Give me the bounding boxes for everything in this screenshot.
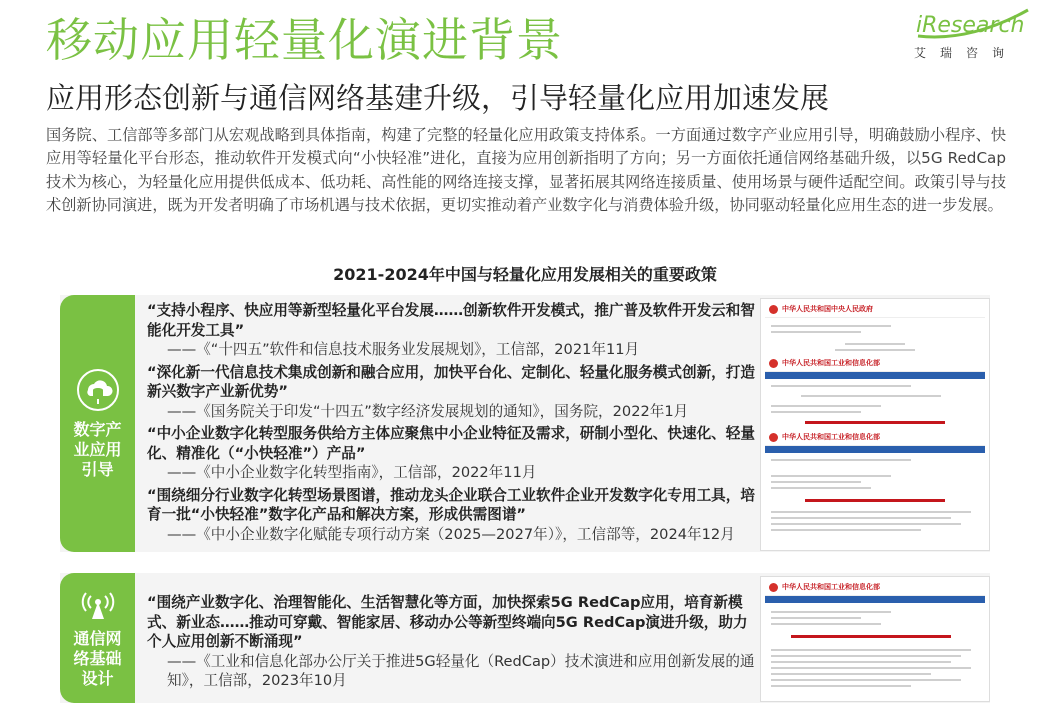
doc-header [765,581,985,596]
policy-quote: “围绕产业数字化、治理智能化、生活智慧化等方面，加快探索5G RedCap应用，培育新模式、新业态……推动可穿戴、智能家居、移动办公等新型终端向5G RedCap演进升级，助力个人应用创新不断涌现” [147,594,748,650]
doc-header-text: 中华人民共和国工业和信息化部 [782,583,880,591]
page-subtitle: 应用形态创新与通信网络基建升级，引导轻量化应用加速发展 [46,81,830,115]
section-title: 2021-2024年中国与轻量化应用发展相关的重要政策 [333,265,717,284]
emblem-icon [769,305,778,314]
emblem-icon [769,433,778,442]
logo-subtitle: 艾瑞咨询 [914,46,1019,60]
policy-source: ——《中小企业数字化赋能专项行动方案（2025—2027年）》，工信部等，2024年12月 [167,525,735,543]
policy-card-digital-industry [60,295,990,552]
policy-card-network-infra [60,573,990,703]
logo-mark [910,6,1036,42]
database-cloud-icon [76,368,120,412]
policy-source: ——《工业和信息化部办公厅关于推进5G轻量化（RedCap）技术演进和应用创新发展的通知》，工信部，2023年10月 [167,652,755,689]
policy-source: ——《国务院关于印发“十四五”数字经济发展规划的通知》，国务院，2022年1月 [167,402,689,420]
doc-header [765,303,985,318]
policy-list [147,593,757,694]
iresearch-logo [910,6,1036,64]
policy-document-screenshot [760,298,990,551]
policy-source: ——《中小企业数字化转型指南》，工信部，2022年11月 [167,464,537,481]
emblem-icon [769,583,778,592]
category-tab [60,295,135,552]
intro-paragraph: 国务院、工信部等多部门从宏观战略到具体指南，构建了完整的轻量化应用政策支持体系。一方面通过数字产业应用引导，明确鼓励小程序、快应用等轻量化平台形态，推动软件开发模式向“小快轻准”进化，直接为应用创新指明了方向；另一方面依托通信网络基础升级，以5G RedCap 技术为核心，为轻量化应用提供低成本、低功耗、高性能的网络连接支撑，显著拓展其网络连接质量、使用场景与硬件适配空间。政策引导与技术创新协同演进，既为开发者明确了市场机遇与技术依据，更切实推动着产业数字化与消费体验升级，协同驱动轻量化应用生态的进一步发展。 [46,126,1006,215]
policy-quote: “中小企业数字化转型服务供给方主体应聚焦中小企业特征及需求，研制小型化、快速化、轻量化、精准化（“小快轻准”）产品” [147,425,755,462]
policy-quote: “深化新一代信息技术集成创新和融合应用，加快平台化、定制化、轻量化服务模式创新，打造新兴数字产业新优势” [147,363,755,400]
doc-header-text: 中华人民共和国中央人民政府 [782,305,873,313]
policy-quote: “围绕细分行业数字化转型场景图谱，推动龙头企业联合工业软件企业开发数字化专用工具，培育一批“小快轻准”数字化产品和解决方案，形成供需图谱” [147,486,755,523]
emblem-icon [769,359,778,368]
category-tab [60,573,135,703]
doc-header-text: 中华人民共和国工业和信息化部 [782,359,880,367]
category-label: 通信网络基础设计 [73,629,122,688]
logo-text: iResearch [916,13,1025,38]
policy-list [147,301,757,547]
category-label: 数字产业应用引导 [73,419,122,479]
policy-document-screenshot [760,576,990,702]
doc-header [765,357,985,372]
policy-source: ——《“十四五”软件和信息技术服务业发展规划》，工信部，2021年11月 [167,341,640,358]
page-title: 移动应用轻量化演进背景 [46,13,563,67]
policy-quote: “支持小程序、快应用等新型轻量化平台发展……创新软件开发模式，推广普及软件开发云和智能化开发工具” [147,302,755,339]
antenna-signal-icon [76,587,120,621]
doc-header-text: 中华人民共和国工业和信息化部 [782,433,880,441]
doc-header [765,431,985,446]
